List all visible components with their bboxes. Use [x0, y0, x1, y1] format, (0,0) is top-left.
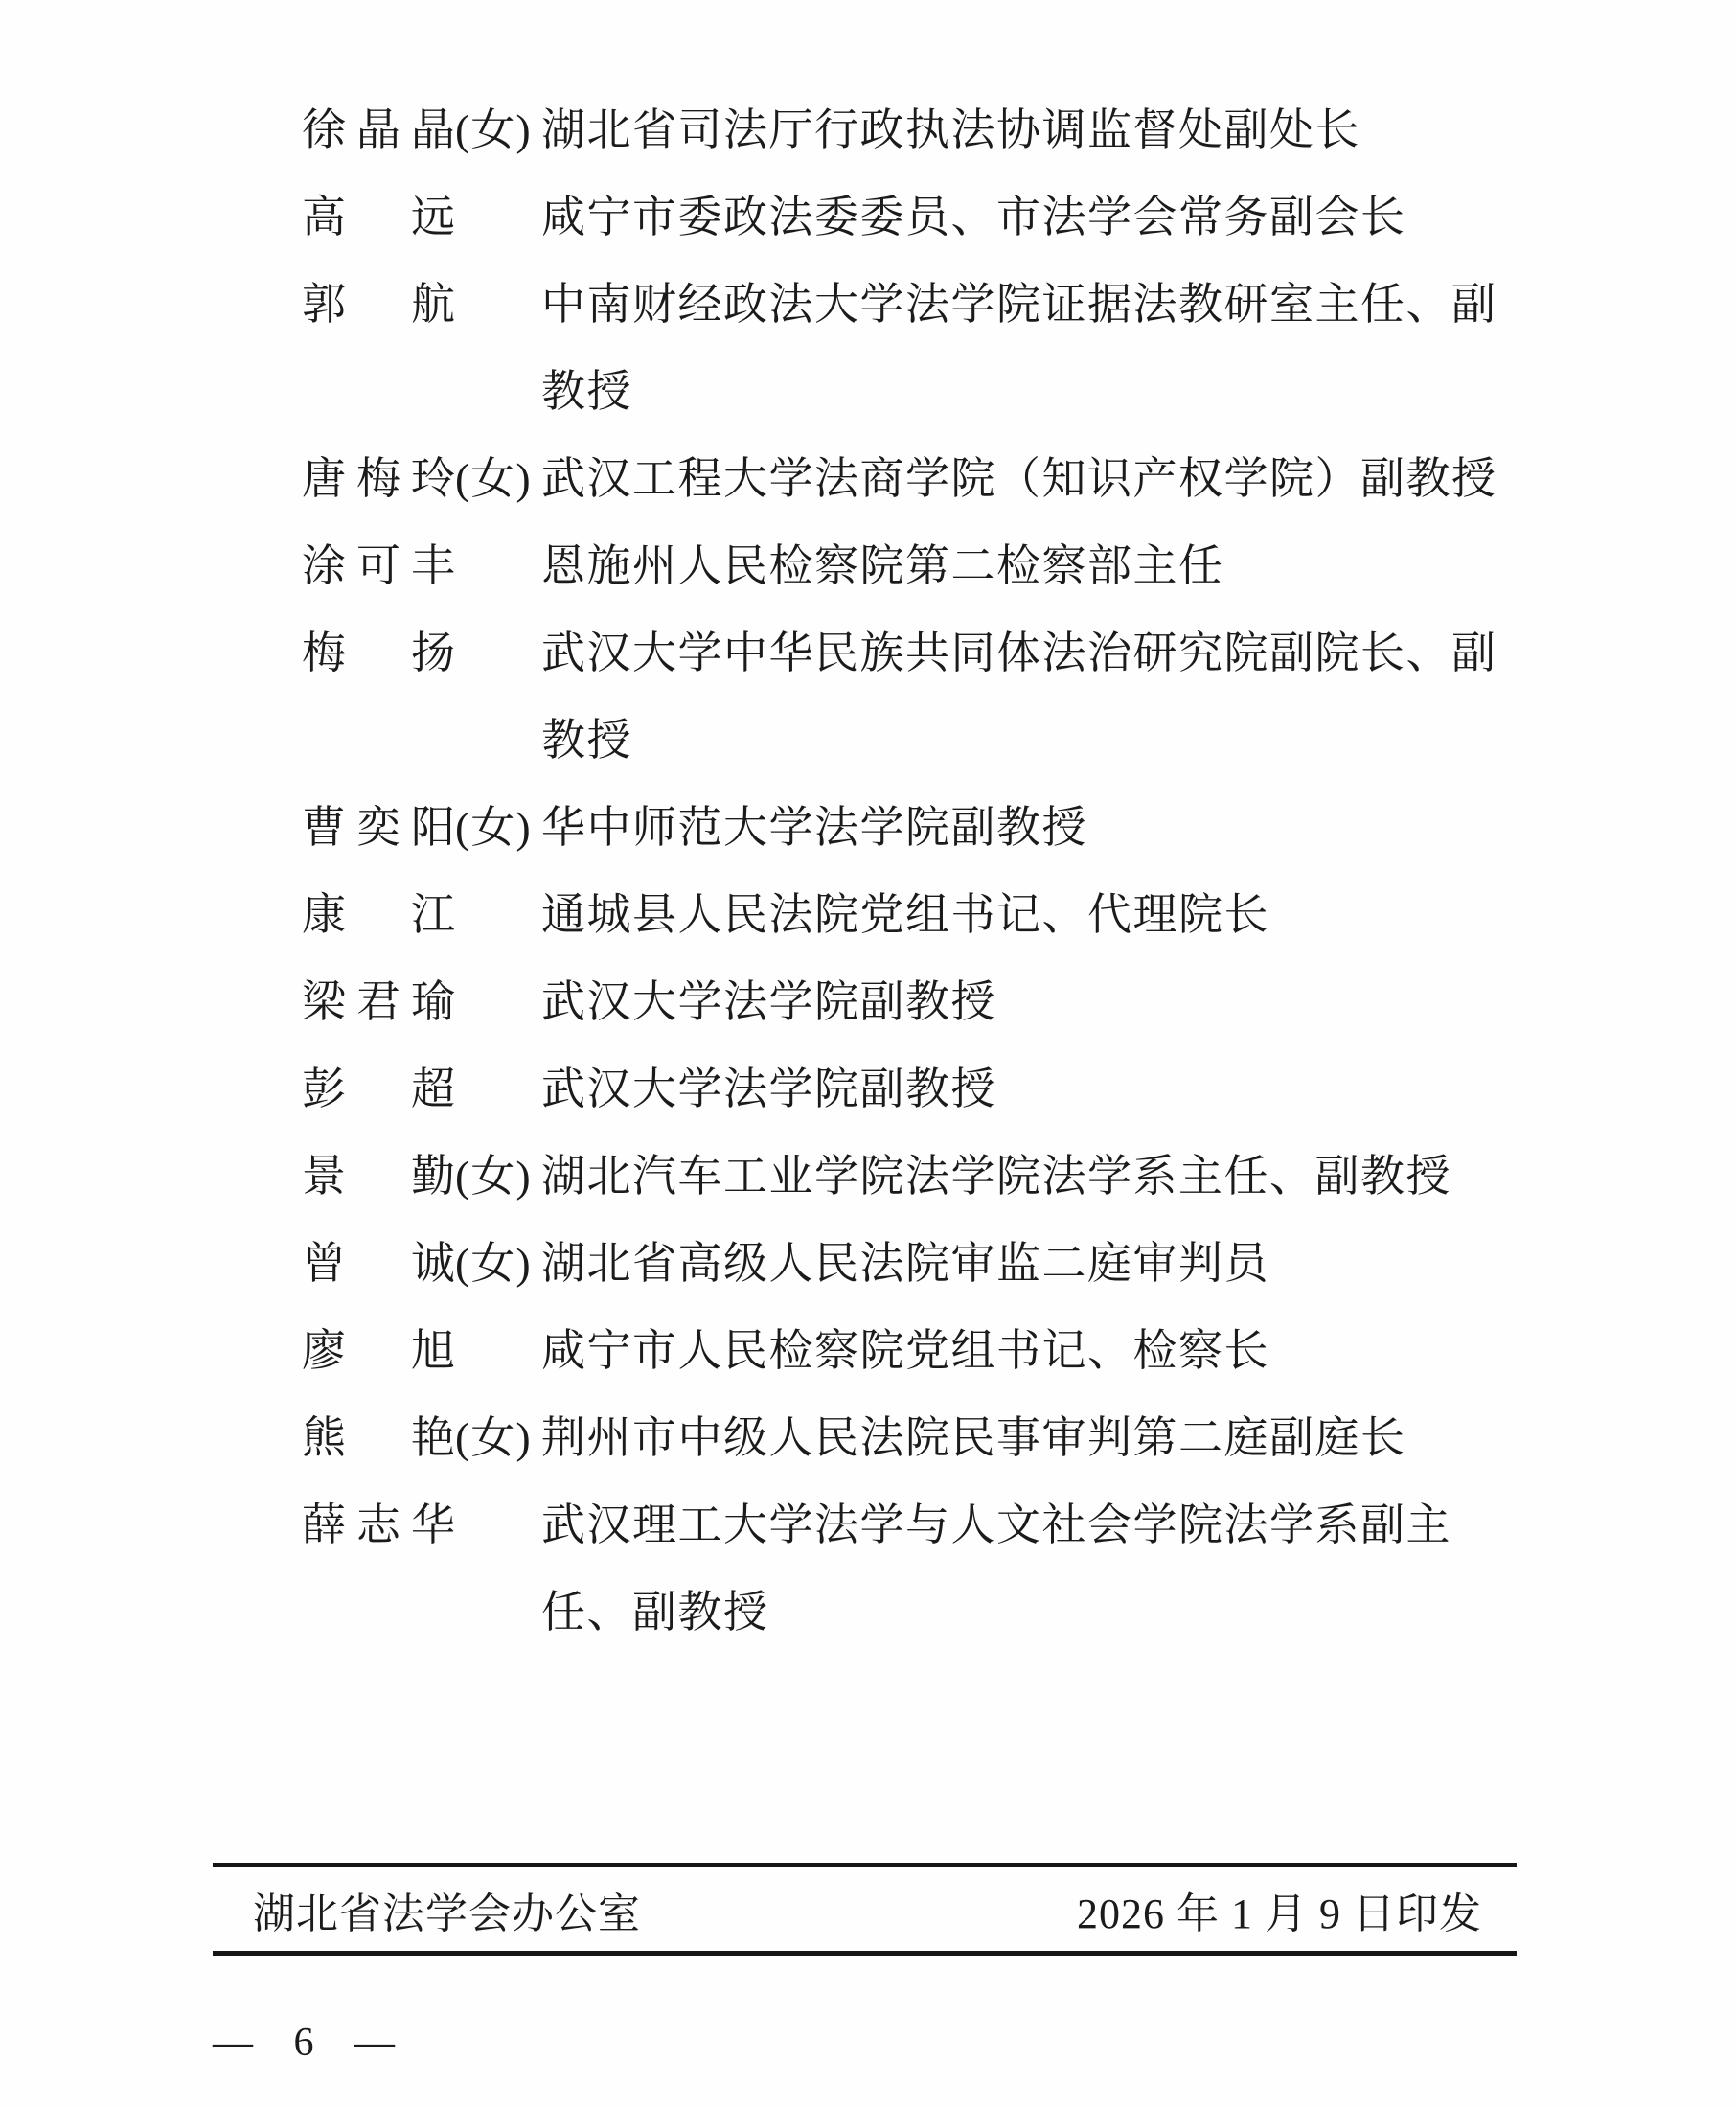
- roster-entry: [302, 173, 1497, 261]
- person-name: 高 远: [302, 193, 455, 241]
- person-name: 郭 航: [302, 280, 455, 329]
- person-name: 梁君瑜: [302, 977, 455, 1026]
- position-cell: [541, 173, 1406, 261]
- roster-entry: [302, 261, 1497, 435]
- person-name: 曾 诚: [302, 1239, 455, 1288]
- person-name: 涂可丰: [302, 541, 455, 590]
- position-cell: [541, 522, 1224, 609]
- gender-marker: (女): [455, 105, 532, 154]
- position-title: 荆州市中级人民法院民事审判第二庭副庭长: [541, 1413, 1406, 1462]
- roster-entry: [302, 1307, 1497, 1394]
- roster-entry: [302, 1045, 1497, 1133]
- person-name: 彭 超: [302, 1065, 455, 1113]
- name-cell: [302, 1220, 541, 1307]
- position-cell: [541, 1220, 1269, 1307]
- position-title: 武汉大学中华民族共同体法治研究院副院长、副: [541, 629, 1497, 677]
- position-cell: [541, 261, 1497, 435]
- position-cell: [541, 609, 1497, 784]
- person-name: 唐梅玲: [302, 454, 455, 503]
- position-cell: [541, 1394, 1406, 1481]
- position-cell: [541, 1481, 1451, 1656]
- name-cell: [302, 1481, 541, 1569]
- divider-line-bottom: [213, 1951, 1517, 1956]
- gender-marker: (女): [455, 454, 532, 503]
- roster-entry: [302, 609, 1497, 784]
- name-cell: [302, 871, 541, 958]
- print-date: 2026 年 1 月 9 日印发: [1077, 1889, 1482, 1937]
- position-cell: [541, 784, 1087, 871]
- position-title: 咸宁市人民检察院党组书记、检察长: [541, 1326, 1269, 1375]
- position-cell: [541, 1307, 1269, 1394]
- position-title: 湖北省司法厅行政执法协调监督处副处长: [541, 105, 1360, 154]
- person-name: 徐晶晶: [302, 105, 455, 154]
- person-name: 廖 旭: [302, 1326, 455, 1375]
- name-cell: [302, 1133, 541, 1220]
- position-title: 咸宁市委政法委委员、市法学会常务副会长: [541, 193, 1406, 241]
- position-cell: [541, 435, 1497, 522]
- appointee-roster: [302, 86, 1497, 1656]
- person-name: 熊 艳: [302, 1413, 455, 1462]
- position-title: 湖北汽车工业学院法学院法学系主任、副教授: [541, 1152, 1451, 1201]
- position-title: 武汉大学法学院副教授: [541, 977, 996, 1026]
- roster-entry: [302, 86, 1497, 173]
- position-title: 武汉大学法学院副教授: [541, 1065, 996, 1113]
- roster-entry: [302, 1481, 1497, 1656]
- position-title: 通城县人民法院党组书记、代理院长: [541, 890, 1269, 939]
- name-cell: [302, 1307, 541, 1394]
- position-title-continuation: 任、副教授: [541, 1588, 769, 1637]
- name-cell: [302, 173, 541, 261]
- position-cell: [541, 86, 1360, 173]
- position-title: 恩施州人民检察院第二检察部主任: [541, 541, 1224, 590]
- name-cell: [302, 522, 541, 609]
- name-cell: [302, 609, 541, 697]
- person-name: 曹奕阳: [302, 803, 455, 852]
- position-cell: [541, 1133, 1451, 1220]
- position-title: 武汉理工大学法学与人文社会学院法学系副主: [541, 1500, 1451, 1549]
- roster-entry: [302, 435, 1497, 522]
- roster-entry: [302, 784, 1497, 871]
- person-name: 康 江: [302, 890, 455, 939]
- name-cell: [302, 261, 541, 348]
- person-name: 景 勤: [302, 1152, 455, 1201]
- page-number: — 6 —: [213, 2021, 402, 2065]
- position-cell: [541, 1045, 996, 1133]
- roster-entry: [302, 958, 1497, 1045]
- name-cell: [302, 784, 541, 871]
- name-cell: [302, 86, 541, 173]
- position-title: 武汉工程大学法商学院（知识产权学院）副教授: [541, 454, 1497, 503]
- roster-entry: [302, 871, 1497, 958]
- name-cell: [302, 1045, 541, 1133]
- position-title: 湖北省高级人民法院审监二庭审判员: [541, 1239, 1269, 1288]
- position-title-continuation: 教授: [541, 367, 632, 416]
- gender-marker: (女): [455, 803, 532, 852]
- footer-colophon: [213, 1863, 1517, 1956]
- gender-marker: (女): [455, 1152, 532, 1201]
- person-name: 梅 扬: [302, 629, 455, 677]
- position-cell: [541, 958, 996, 1045]
- roster-entry: [302, 1220, 1497, 1307]
- position-title-continuation: 教授: [541, 716, 632, 765]
- gender-marker: (女): [455, 1239, 532, 1288]
- position-title: 中南财经政法大学法学院证据法教研室主任、副: [541, 280, 1497, 329]
- roster-entry: [302, 1133, 1497, 1220]
- colophon-row: [213, 1867, 1517, 1951]
- roster-entry: [302, 1394, 1497, 1481]
- position-title: 华中师范大学法学院副教授: [541, 803, 1087, 852]
- name-cell: [302, 1394, 541, 1481]
- gender-marker: (女): [455, 1413, 532, 1462]
- name-cell: [302, 958, 541, 1045]
- issuing-office: 湖北省法学会办公室: [253, 1889, 641, 1937]
- position-cell: [541, 871, 1269, 958]
- name-cell: [302, 435, 541, 522]
- person-name: 薛志华: [302, 1500, 455, 1549]
- roster-entry: [302, 522, 1497, 609]
